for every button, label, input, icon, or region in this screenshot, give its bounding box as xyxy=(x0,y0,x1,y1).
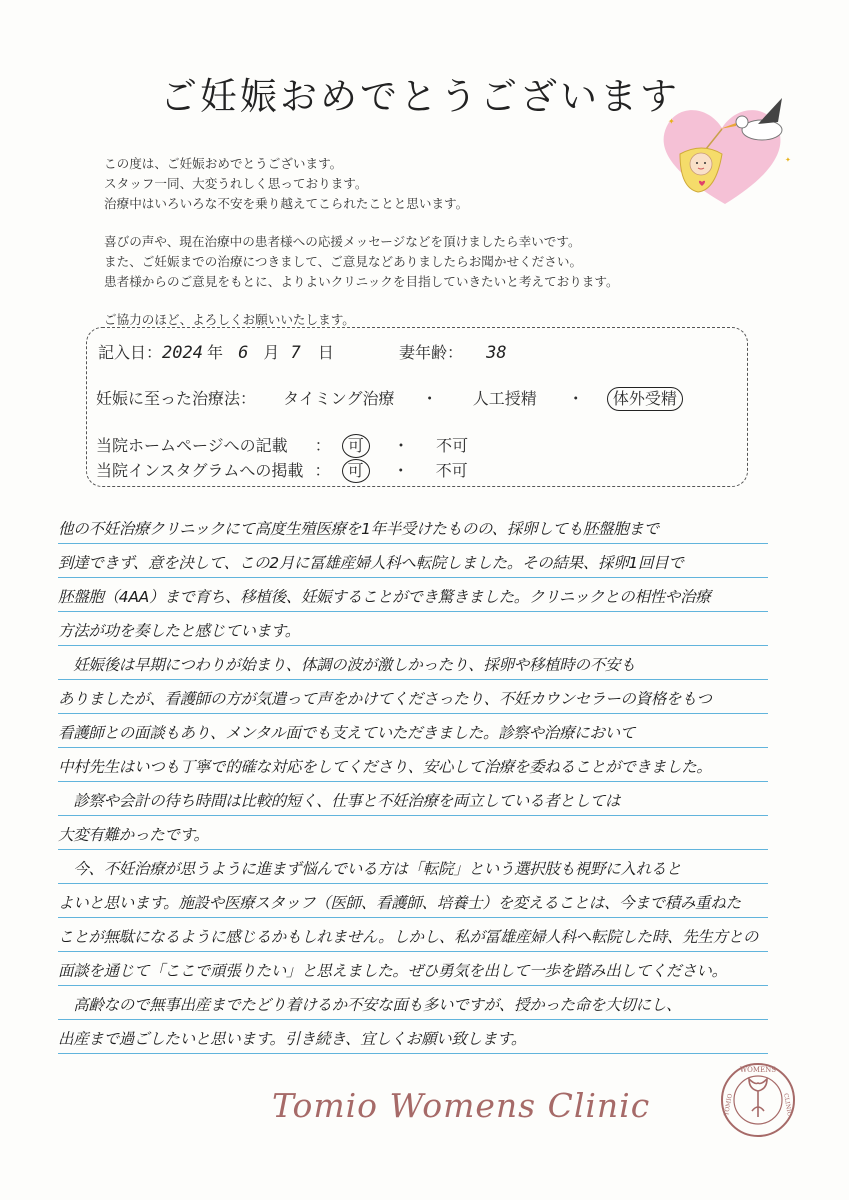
message-line: 診察や会計の待ち時間は比較的短く、仕事と不妊治療を両立している者としては xyxy=(58,782,768,816)
message-line: ありましたが、看護師の方が気遣って声をかけてくださったり、不妊カウンセラーの資格をもつ xyxy=(58,680,768,714)
message-line: 出産まで過ごしたいと思います。引き続き、宜しくお願い致します。 xyxy=(58,1020,768,1054)
page-title: ご妊娠おめでとうございます xyxy=(160,75,680,118)
instagram-allow-selected: 可 xyxy=(342,459,370,483)
clinic-seal-logo xyxy=(719,1061,797,1139)
message-line: 大変有難かったです。 xyxy=(58,816,768,850)
intro-text xyxy=(104,154,619,330)
svg-text:✦: ✦ xyxy=(668,117,675,126)
instagram-label: 当院インスタグラムへの掲載 xyxy=(96,461,304,480)
seal-text-right: CLINIC xyxy=(782,1092,793,1117)
treatment-option-timing: タイミング治療 xyxy=(283,389,395,408)
treatment-row: 妊娠に至った治療法： タイミング治療 ・ 人工授精 ・ 体外受精 xyxy=(96,386,683,411)
message-line: 今、不妊治療が思うように進まず悩んでいる方は「転院」という選択肢も視野に入れると xyxy=(58,850,768,884)
baby-face xyxy=(690,153,712,175)
date-day: 7 xyxy=(290,343,301,363)
treatment-label: 妊娠に至った治療法： xyxy=(96,389,257,408)
age-value: 38 xyxy=(486,343,507,363)
svg-text:✦: ✦ xyxy=(785,156,791,164)
message-line: 到達できず、意を決して、この2月に冨雄産婦人科へ転院しました。その結果、採卵1回目で xyxy=(58,544,768,578)
intro-line: 喜びの声や、現在治療中の患者様への応援メッセージなどを頂けましたら幸いです。 xyxy=(104,234,581,249)
message-line: 妊娠後は早期につわりが始まり、体調の波が激しかったり、採卵や移植時の不安も xyxy=(58,646,768,680)
intro-line: 患者様からのご意見をもとに、よりよいクリニックを目指していきたいと考えております。 xyxy=(104,274,619,289)
seal-tulip-icon xyxy=(749,1079,767,1117)
seal-text-left: TOMIO xyxy=(723,1093,734,1117)
age-label: 妻年齢： xyxy=(399,343,464,362)
message-line: ことが無駄になるように感じるかもしれません。しかし、私が冨雄産婦人科へ転院した時、先生方との xyxy=(58,918,768,952)
age-row xyxy=(399,340,507,363)
message-line: 中村先生はいつも丁寧で的確な対応をしてくださり、安心して治療を委ねることができました。 xyxy=(58,748,768,782)
homepage-allow-selected: 可 xyxy=(342,434,370,458)
seal-text-top: WOMENS xyxy=(739,1066,777,1074)
stork-head xyxy=(736,116,748,128)
treatment-option-ivf-selected: 体外受精 xyxy=(607,387,683,411)
date-month: 6 xyxy=(238,343,249,363)
intro-line: また、ご妊娠までの治療につきまして、ご意見などありましたらお聞かせください。 xyxy=(104,254,583,269)
intro-line: スタッフ一同、大変うれしく思っております。 xyxy=(104,176,368,191)
treatment-option-ai: 人工授精 xyxy=(472,389,537,408)
message-line: 面談を通じて「ここで頑張りたい」と思えました。ぜひ勇気を出して一歩を踏み出してください。 xyxy=(58,952,768,986)
message-line: 胚盤胞（4AA）まで育ち、移植後、妊娠することができ驚きました。クリニックとの相性や治療 xyxy=(58,578,768,612)
intro-line: この度は、ご妊娠おめでとうございます。 xyxy=(104,156,343,171)
homepage-consent-row: 当院ホームページへの記載 ： 可 ・ 不可 xyxy=(96,433,468,458)
date-year: 2024 xyxy=(162,343,203,363)
date-row: 記入日：2024 年 6 月 7 日 xyxy=(98,343,334,363)
stork-baby-illustration xyxy=(650,92,800,210)
homepage-deny: 不可 xyxy=(436,436,469,455)
intro-line: 治療中はいろいろな不安を乗り越えてこられたことと思います。 xyxy=(104,196,469,211)
message-line: よいと思います。施設や医療スタッフ（医師、看護師、培養士）を変えることは、今まで積み重ねた xyxy=(58,884,768,918)
instagram-deny: 不可 xyxy=(435,461,468,480)
message-line: 高齢なので無事出産までたどり着けるか不安な面も多いですが、授かった命を大切にし、 xyxy=(58,986,768,1020)
clinic-logo-text: Tomio Womens Clinic xyxy=(272,1086,651,1125)
message-line: 他の不妊治療クリニックにて高度生殖医療を1年半受けたものの、採卵しても胚盤胞まで xyxy=(58,510,768,544)
instagram-consent-row: 当院インスタグラムへの掲載 ： 可 ・ 不可 xyxy=(96,458,468,483)
homepage-label: 当院ホームページへの記載 xyxy=(96,436,288,455)
intro-line: ご協力のほど、よろしくお願いいたします。 xyxy=(104,312,355,327)
message-line: 看護師との面談もあり、メンタル面でも支えていただきました。診察や治療において xyxy=(58,714,768,748)
message-line: 方法が功を奏したと感じています。 xyxy=(58,612,768,646)
date-label: 記入日： xyxy=(98,343,163,362)
